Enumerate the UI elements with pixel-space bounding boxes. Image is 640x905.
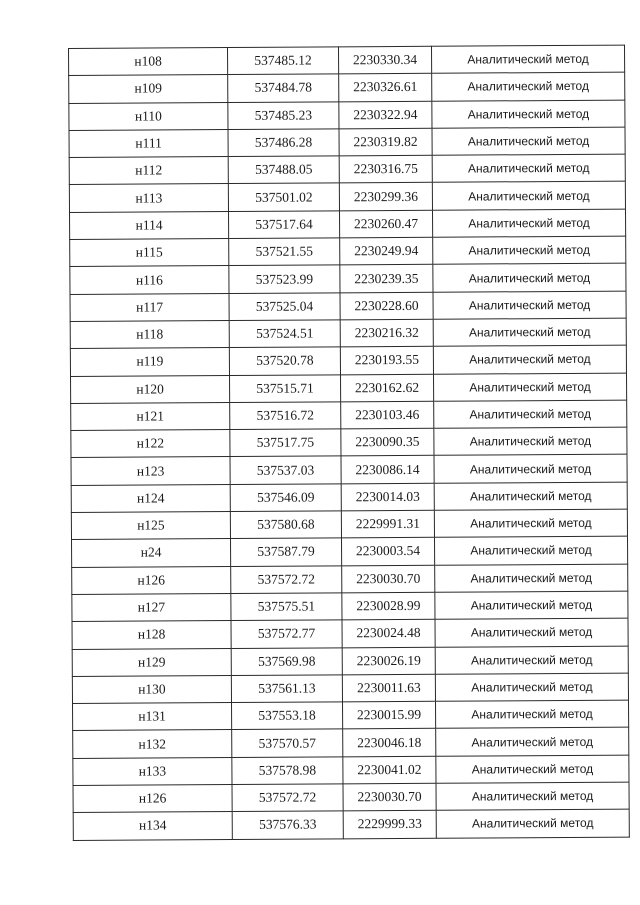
y-coordinate-cell: 2230326.61 bbox=[339, 74, 432, 102]
method-cell: Аналитический метод bbox=[432, 209, 625, 237]
x-coordinate-cell: 537517.64 bbox=[229, 211, 340, 239]
point-name-cell: н118 bbox=[70, 320, 229, 348]
method-cell: Аналитический метод bbox=[433, 373, 626, 401]
method-cell: Аналитический метод bbox=[435, 564, 628, 592]
x-coordinate-cell: 537486.28 bbox=[228, 129, 339, 157]
point-name-cell: н123 bbox=[71, 457, 230, 485]
point-name-cell: н112 bbox=[69, 157, 228, 185]
x-coordinate-cell: 537484.78 bbox=[228, 74, 339, 102]
y-coordinate-cell: 2230011.63 bbox=[342, 674, 435, 702]
point-name-cell: н121 bbox=[71, 402, 230, 430]
x-coordinate-cell: 537516.72 bbox=[230, 402, 341, 430]
method-cell: Аналитический метод bbox=[432, 72, 625, 100]
y-coordinate-cell: 2230193.55 bbox=[340, 347, 433, 375]
method-cell: Аналитический метод bbox=[434, 482, 627, 510]
table-row bbox=[72, 673, 628, 704]
point-name-cell: н114 bbox=[70, 211, 229, 239]
table-row bbox=[71, 427, 627, 458]
method-cell: Аналитический метод bbox=[436, 728, 629, 756]
y-coordinate-cell: 2230046.18 bbox=[343, 729, 436, 757]
y-coordinate-cell: 2230024.48 bbox=[342, 620, 435, 648]
x-coordinate-cell: 537485.23 bbox=[228, 101, 339, 129]
point-name-cell: н24 bbox=[72, 539, 231, 567]
y-coordinate-cell: 2230030.70 bbox=[343, 783, 436, 811]
method-cell: Аналитический метод bbox=[434, 536, 627, 564]
coordinates-table-body bbox=[69, 45, 630, 840]
table-row bbox=[70, 291, 626, 322]
x-coordinate-cell: 537572.72 bbox=[231, 565, 342, 593]
table-row bbox=[71, 509, 627, 540]
point-name-cell: н127 bbox=[72, 593, 231, 621]
coordinates-table bbox=[68, 45, 630, 841]
method-cell: Аналитический метод bbox=[433, 236, 626, 264]
x-coordinate-cell: 537485.12 bbox=[228, 47, 339, 75]
table-row bbox=[73, 755, 629, 786]
table-row bbox=[73, 809, 629, 840]
table-row bbox=[73, 700, 629, 731]
point-name-cell: н109 bbox=[69, 75, 228, 103]
table-row bbox=[73, 782, 629, 813]
method-cell: Аналитический метод bbox=[436, 809, 629, 837]
table-row bbox=[70, 345, 626, 376]
y-coordinate-cell: 2230026.19 bbox=[342, 647, 435, 675]
method-cell: Аналитический метод bbox=[432, 182, 625, 210]
method-cell: Аналитический метод bbox=[433, 263, 626, 291]
x-coordinate-cell: 537525.04 bbox=[229, 293, 340, 321]
method-cell: Аналитический метод bbox=[432, 100, 625, 128]
point-name-cell: н120 bbox=[71, 375, 230, 403]
y-coordinate-cell: 2230239.35 bbox=[340, 265, 433, 293]
y-coordinate-cell: 2230041.02 bbox=[343, 756, 436, 784]
x-coordinate-cell: 537570.57 bbox=[232, 729, 343, 757]
x-coordinate-cell: 537517.75 bbox=[230, 429, 341, 457]
y-coordinate-cell: 2229991.31 bbox=[341, 510, 434, 538]
table-row bbox=[69, 72, 625, 103]
method-cell: Аналитический метод bbox=[433, 318, 626, 346]
y-coordinate-cell: 2230003.54 bbox=[341, 538, 434, 566]
point-name-cell: н117 bbox=[70, 293, 229, 321]
method-cell: Аналитический метод bbox=[435, 700, 628, 728]
table-row bbox=[70, 263, 626, 294]
table-row bbox=[69, 127, 625, 158]
x-coordinate-cell: 537576.33 bbox=[232, 811, 343, 839]
point-name-cell: н108 bbox=[69, 48, 228, 76]
y-coordinate-cell: 2230299.36 bbox=[339, 183, 432, 211]
y-coordinate-cell: 2230322.94 bbox=[339, 101, 432, 129]
x-coordinate-cell: 537575.51 bbox=[231, 593, 342, 621]
method-cell: Аналитический метод bbox=[436, 782, 629, 810]
y-coordinate-cell: 2230319.82 bbox=[339, 128, 432, 156]
method-cell: Аналитический метод bbox=[435, 591, 628, 619]
method-cell: Аналитический метод bbox=[434, 455, 627, 483]
method-cell: Аналитический метод bbox=[434, 400, 627, 428]
table-row bbox=[69, 45, 625, 76]
y-coordinate-cell: 2230086.14 bbox=[341, 456, 434, 484]
point-name-cell: н115 bbox=[70, 239, 229, 267]
x-coordinate-cell: 537546.09 bbox=[230, 484, 341, 512]
table-row bbox=[70, 318, 626, 349]
point-name-cell: н132 bbox=[73, 730, 232, 758]
table-row bbox=[71, 400, 627, 431]
point-name-cell: н116 bbox=[70, 266, 229, 294]
point-name-cell: н113 bbox=[69, 184, 228, 212]
point-name-cell: н133 bbox=[73, 757, 232, 785]
method-cell: Аналитический метод bbox=[433, 345, 626, 373]
y-coordinate-cell: 2230260.47 bbox=[339, 210, 432, 238]
y-coordinate-cell: 2229999.33 bbox=[343, 811, 436, 839]
x-coordinate-cell: 537572.72 bbox=[232, 784, 343, 812]
point-name-cell: н124 bbox=[71, 484, 230, 512]
y-coordinate-cell: 2230216.32 bbox=[340, 319, 433, 347]
y-coordinate-cell: 2230330.34 bbox=[338, 46, 431, 74]
point-name-cell: н119 bbox=[70, 348, 229, 376]
x-coordinate-cell: 537561.13 bbox=[231, 675, 342, 703]
x-coordinate-cell: 537523.99 bbox=[229, 265, 340, 293]
table-row bbox=[72, 646, 628, 677]
point-name-cell: н128 bbox=[72, 621, 231, 649]
x-coordinate-cell: 537587.79 bbox=[231, 538, 342, 566]
x-coordinate-cell: 537569.98 bbox=[231, 647, 342, 675]
method-cell: Аналитический метод bbox=[434, 427, 627, 455]
y-coordinate-cell: 2230249.94 bbox=[340, 237, 433, 265]
point-name-cell: н130 bbox=[72, 675, 231, 703]
x-coordinate-cell: 537537.03 bbox=[230, 456, 341, 484]
x-coordinate-cell: 537515.71 bbox=[230, 374, 341, 402]
y-coordinate-cell: 2230030.70 bbox=[342, 565, 435, 593]
y-coordinate-cell: 2230014.03 bbox=[341, 483, 434, 511]
point-name-cell: н126 bbox=[73, 785, 232, 813]
method-cell: Аналитический метод bbox=[435, 646, 628, 674]
table-row bbox=[72, 618, 628, 649]
method-cell: Аналитический метод bbox=[434, 509, 627, 537]
table-row bbox=[71, 482, 627, 513]
table-row bbox=[69, 154, 625, 185]
x-coordinate-cell: 537572.77 bbox=[231, 620, 342, 648]
point-name-cell: н129 bbox=[72, 648, 231, 676]
method-cell: Аналитический метод bbox=[432, 127, 625, 155]
x-coordinate-cell: 537553.18 bbox=[232, 702, 343, 730]
y-coordinate-cell: 2230090.35 bbox=[341, 428, 434, 456]
x-coordinate-cell: 537524.51 bbox=[229, 320, 340, 348]
table-row bbox=[69, 100, 625, 131]
point-name-cell: н122 bbox=[71, 430, 230, 458]
y-coordinate-cell: 2230015.99 bbox=[342, 701, 435, 729]
x-coordinate-cell: 537488.05 bbox=[228, 156, 339, 184]
table-row bbox=[71, 455, 627, 486]
x-coordinate-cell: 537578.98 bbox=[232, 757, 343, 785]
table-row bbox=[73, 728, 629, 759]
y-coordinate-cell: 2230162.62 bbox=[340, 374, 433, 402]
method-cell: Аналитический метод bbox=[435, 673, 628, 701]
y-coordinate-cell: 2230103.46 bbox=[341, 401, 434, 429]
x-coordinate-cell: 537501.02 bbox=[228, 183, 339, 211]
method-cell: Аналитический метод bbox=[436, 755, 629, 783]
point-name-cell: н131 bbox=[73, 703, 232, 731]
point-name-cell: н110 bbox=[69, 102, 228, 130]
table-row bbox=[72, 591, 628, 622]
method-cell: Аналитический метод bbox=[433, 291, 626, 319]
table-row bbox=[72, 564, 628, 595]
table-row bbox=[70, 209, 626, 240]
point-name-cell: н111 bbox=[69, 129, 228, 157]
x-coordinate-cell: 537521.55 bbox=[229, 238, 340, 266]
method-cell: Аналитический метод bbox=[432, 154, 625, 182]
point-name-cell: н134 bbox=[73, 812, 232, 840]
x-coordinate-cell: 537520.78 bbox=[229, 347, 340, 375]
y-coordinate-cell: 2230228.60 bbox=[340, 292, 433, 320]
table-row bbox=[70, 236, 626, 267]
table-row bbox=[72, 536, 628, 567]
y-coordinate-cell: 2230028.99 bbox=[342, 592, 435, 620]
point-name-cell: н125 bbox=[71, 512, 230, 540]
method-cell: Аналитический метод bbox=[435, 618, 628, 646]
x-coordinate-cell: 537580.68 bbox=[230, 511, 341, 539]
table-row bbox=[69, 182, 625, 213]
method-cell: Аналитический метод bbox=[431, 45, 624, 73]
table-row bbox=[71, 373, 627, 404]
y-coordinate-cell: 2230316.75 bbox=[339, 155, 432, 183]
point-name-cell: н126 bbox=[72, 566, 231, 594]
